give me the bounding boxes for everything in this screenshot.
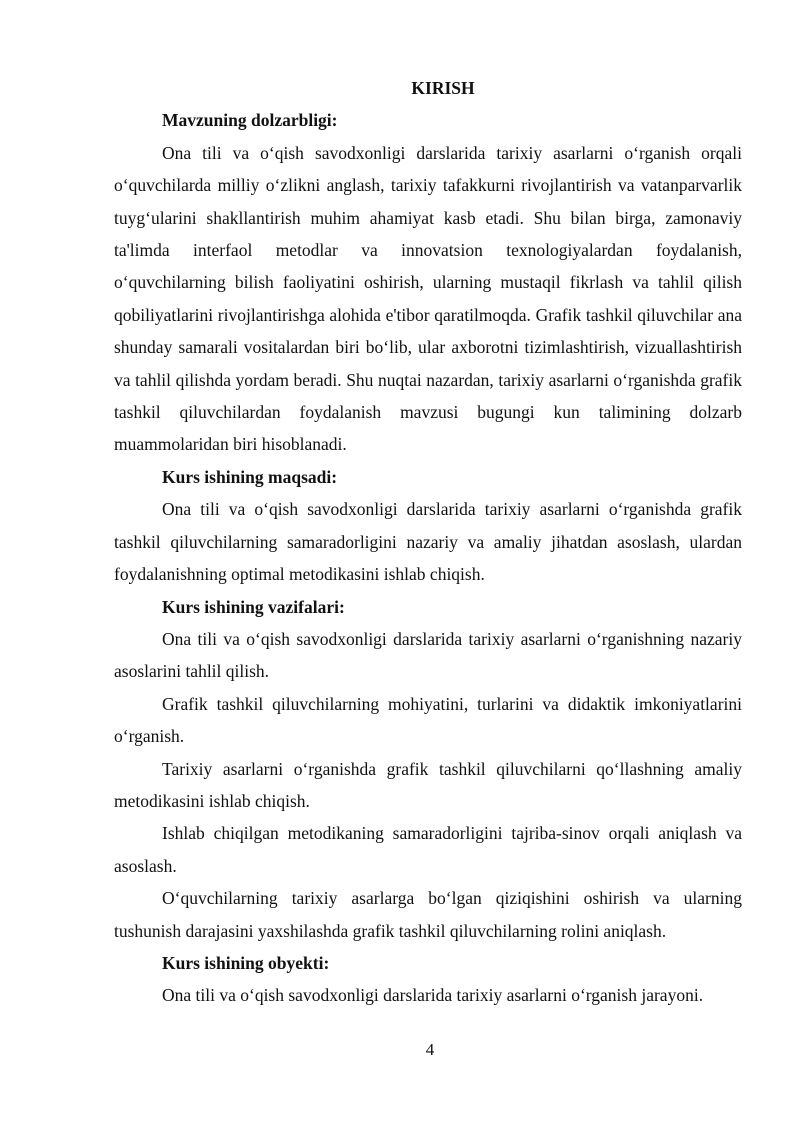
section-heading-tasks: Kurs ishining vazifalari:	[162, 596, 345, 617]
paragraph-task-5: O‘quvchilarning tarixiy asarlarga bo‘lgan qiziqishini oshirish va ularning tushunish darajasini yaxshilashda grafik tashkil qiluvchilarning rolini aniqlash.	[114, 888, 742, 941]
paragraph-task-4: Ishlab chiqilgan metodikaning samaradorligini tajriba-sinov orqali aniqlash va asoslash.	[114, 823, 742, 876]
document-title: KIRISH	[411, 78, 475, 98]
page-number: 4	[425, 1040, 435, 1059]
paragraph-task-1: Ona tili va o‘qish savodxonligi darslarida tarixiy asarlarni o‘rganishning nazariy asoslarini tahlil qilish.	[114, 628, 742, 682]
paragraph-task-3: Tarixiy asarlarni o‘rganishda grafik tashkil qiluvchilarni qo‘llashning amaliy metodikasini ishlab chiqish.	[114, 758, 742, 811]
paragraph-task-2: Grafik tashkil qiluvchilarning mohiyatini, turlarini va didaktik imkoniyatlarini o‘rganish.	[114, 693, 742, 747]
section-heading-relevance: Mavzuning dolzarbligi:	[162, 110, 338, 131]
section-heading-object: Kurs ishining obyekti:	[162, 952, 330, 973]
paragraph-object: Ona tili va o‘qish savodxonligi darslarida tarixiy asarlarni o‘rganish jarayoni.	[162, 985, 704, 1006]
section-heading-goal: Kurs ishining maqsadi:	[162, 466, 338, 487]
document-page	[114, 72, 742, 1012]
paragraph-relevance: Ona tili va o‘qish savodxonligi darslarida tarixiy asarlarni o‘rganish orqali o‘quvchilarda milliy o‘zlikni anglash, tarixiy tafakkurni rivojlantirish va vatanparvarlik tuyg‘ularini shakllantirish muhim ahamiyat kasb etadi. Shu bilan birga, zamonaviy ta'limda interfaol metodlar va innovatsion texnologiyalardan foydalanish, o‘quvchilarning bilish faoliyatini oshirish, ularning mustaqil fikrlash va tahlil qilish qobiliyatlarini rivojlantirishga alohida e'tibor qaratilmoqda. Grafik tashkil qiluvchilar ana shunday samarali vositalardan biri bo‘lib, ular axborotni tizimlashtirish, vizuallashtirish va tahlil qilishda yordam beradi. Shu nuqtai nazardan, tarixiy asarlarni o‘rganishda grafik tashkil qiluvchilardan foydalanish mavzusi bugungi kun talimining dolzarb muammolaridan biri hisoblanadi.	[114, 142, 742, 455]
paragraph-goal: Ona tili va o‘qish savodxonligi darslarida tarixiy asarlarni o‘rganishda grafik tashkil qiluvchilarning samaradorligini nazariy va amaliy jihatdan asoslash, ulardan foydalanishning optimal metodikasini ishlab chiqish.	[114, 499, 742, 585]
